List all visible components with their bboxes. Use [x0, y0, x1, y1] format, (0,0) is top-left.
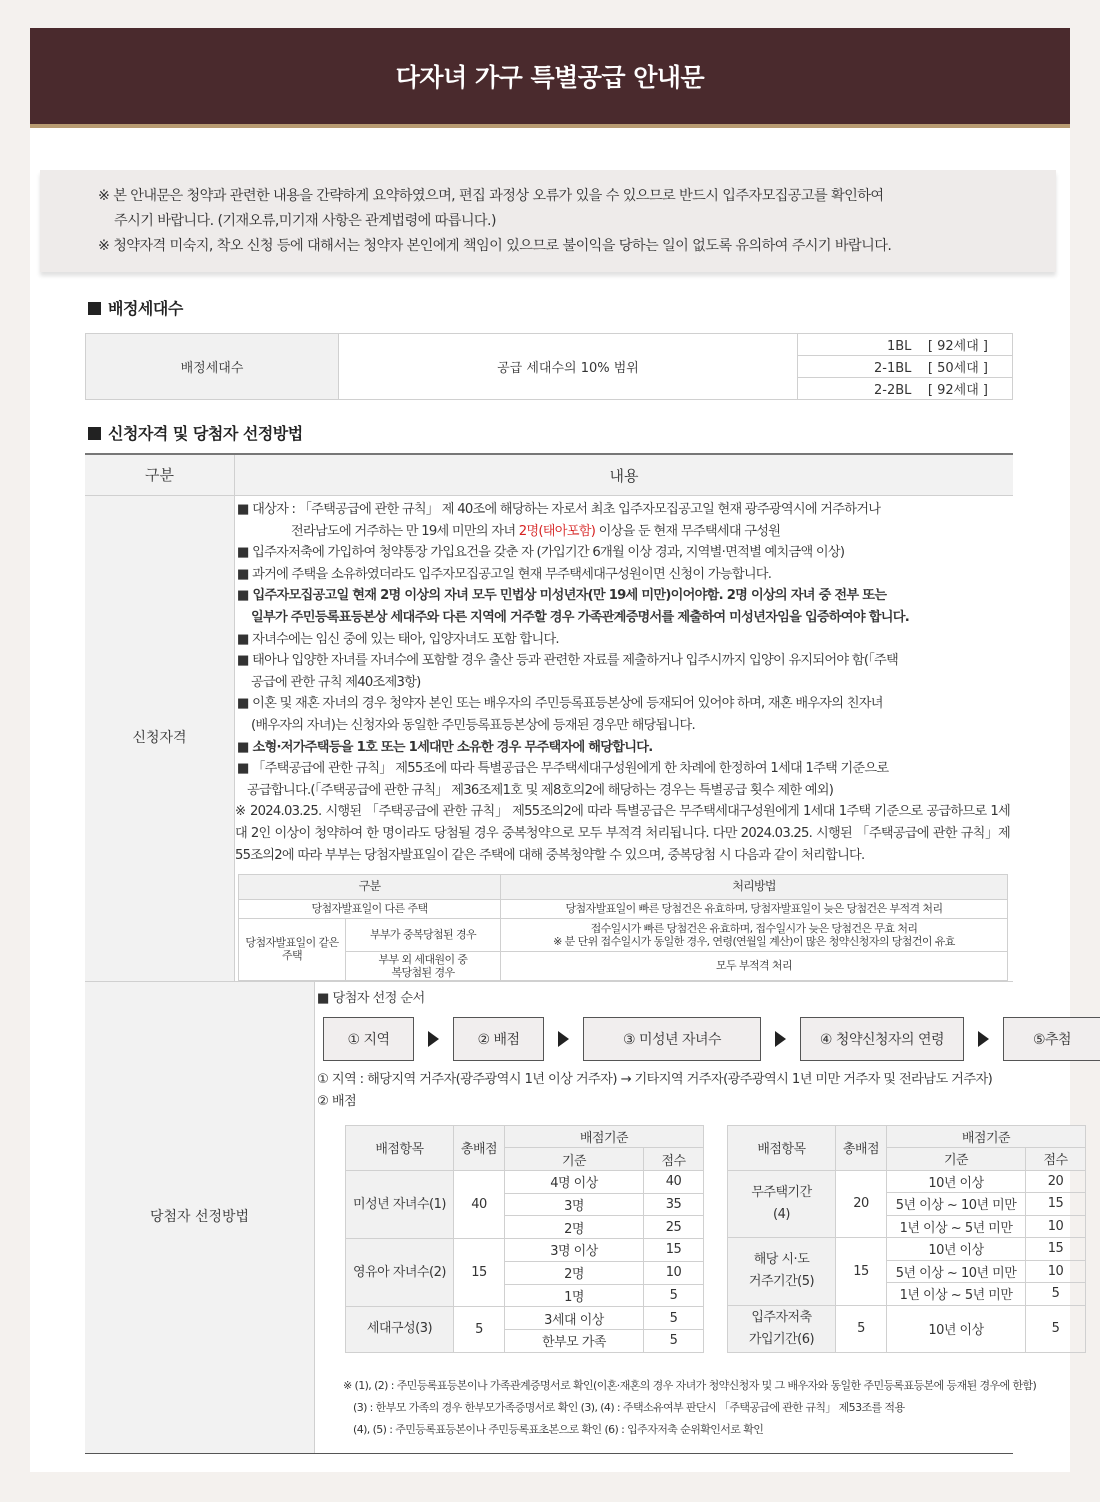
score-item: 미성년 자녀수(1) — [346, 1171, 454, 1239]
dup-cell — [501, 918, 1008, 951]
score-item: 세대구성(3) — [346, 1307, 454, 1353]
elig-note: ※ 2024.03.25. 시행된 「주택공급에 관한 규칙」 제55조의2에 따라 특별공급은 무주택세대구성원에게 1세대 1주택 기준으로 공급하므로 1세대 2인 이상이 청약하여 한 명이라도 당첨될 경우 중복청약으로 모두 부적격 처리됩니다. 다만 2024.03.25. 시행된 「주택공급에 관한 규칙」제55조의2에 따라 부부는 당첨자발표일이 같은 주택에 대해 중복청약할 수 있으며, 중복당첨 시 다음과 같이 처리합니다. — [235, 804, 1010, 863]
score-basis: 한부모 가족 — [505, 1329, 644, 1352]
elig-line: (배우자의 자녀)는 신청자와 동일한 주민등록표등본상에 등재된 경우만 해당됩니다. — [251, 717, 695, 733]
selection-flow — [323, 1017, 1100, 1061]
score-points: 15 — [1026, 1238, 1086, 1261]
footnote-line: ※ (1), (2) : 주민등록표등본이나 가족관계증명서로 확인(이혼·재혼의 경우 자녀가 청약신청자 및 그 배우자와 동일한 주민등록표등본에 등재된 경우에 한함) — [343, 1378, 1037, 1392]
score-basis: 3명 — [505, 1193, 644, 1216]
main-table-header — [85, 455, 1013, 495]
score-basis: 1명 — [505, 1284, 644, 1307]
score-head-criteria: 배점기준 — [887, 1125, 1086, 1148]
score-title: ② 배점 — [317, 1093, 357, 1109]
dup-cell: 부부가 중복당첨된 경우 — [346, 918, 501, 951]
notice-line: ※ 청약자격 미숙지, 착오 신청 등에 대해서는 청약자 본인에게 책임이 있으므로 불이익을 당하는 일이 없도록 유의하여 주시기 바랍니다. — [98, 238, 892, 254]
flow-step-region: ① 지역 — [323, 1017, 414, 1061]
score-head-item: 배점항목 — [346, 1125, 454, 1170]
score-basis: 10년 이상 — [887, 1170, 1026, 1193]
arrow-right-icon — [775, 1031, 786, 1047]
allocation-block: 2-1BL [ 50세대 ] — [798, 356, 1013, 378]
score-footnotes — [343, 1375, 1100, 1441]
score-basis: 10년 이상 — [887, 1305, 1026, 1352]
score-points: 25 — [644, 1216, 704, 1239]
score-head-item: 배점항목 — [728, 1125, 836, 1170]
elig-line: ■ 이혼 및 재혼 자녀의 경우 청약자 본인 또는 배우자의 주민등록표등본상에 등재되어 있어야 하며, 재혼 배우자의 친자녀 — [237, 696, 883, 712]
elig-line — [235, 521, 1013, 543]
score-points: 15 — [1026, 1193, 1086, 1216]
score-basis: 2명 — [505, 1216, 644, 1239]
score-points: 40 — [644, 1171, 704, 1194]
elig-line: ■ 과거에 주택을 소유하였더라도 입주자모집공고일 현재 무주택세대구성원이면 신청이 가능합니다. — [237, 566, 772, 582]
footnote-line: (4), (5) : 주민등록표등본이나 주민등록표초본으로 확인 (6) : 입주자저축 순위확인서로 확인 — [353, 1422, 764, 1436]
eligibility-label: 신청자격 — [85, 496, 235, 981]
selection-title: ■ 당첨자 선정 순서 — [317, 990, 425, 1006]
score-total: 15 — [836, 1238, 887, 1306]
score-basis: 4명 이상 — [505, 1171, 644, 1194]
dup-text: ※ 분 단위 접수일시가 동일한 경우, 연령(연월일 계산)이 많은 청약신청자의 당첨건이 유효 — [553, 934, 955, 948]
arrow-right-icon — [428, 1031, 439, 1047]
score-head-criteria: 배점기준 — [505, 1125, 704, 1148]
score-total: 40 — [454, 1171, 505, 1239]
score-item: 무주택기간(4) — [728, 1170, 836, 1238]
score-total: 15 — [454, 1239, 505, 1307]
dup-header: 구분 — [239, 875, 501, 900]
score-head-basis: 기준 — [887, 1148, 1026, 1171]
score-basis: 3명 이상 — [505, 1239, 644, 1262]
score-total: 5 — [836, 1305, 887, 1352]
score-total: 5 — [454, 1307, 505, 1353]
dup-cell: 당첨자발표일이 빠른 당첨건은 유효하며, 당첨자발표일이 늦은 당첨건은 부적격 처리 — [501, 899, 1008, 918]
score-item: 입주자저축 가입기간(6) — [728, 1305, 836, 1352]
elig-line: ■ 입주자모집공고일 현재 2명 이상의 자녀 모두 민법상 미성년자(만 19세 미만)이어야함. 2명 이상의 자녀 중 전부 또는 — [237, 588, 887, 604]
score-table-right — [727, 1125, 1086, 1353]
score-basis: 3세대 이상 — [505, 1307, 644, 1330]
score-head-points: 점수 — [644, 1148, 704, 1171]
score-basis: 5년 이상 ~ 10년 미만 — [887, 1193, 1026, 1216]
footnote-line: (3) : 한부모 가족의 경우 한부모가족증명서로 확인 (3), (4) : 주택소유여부 판단시 「주택공급에 관한 규칙」 제53조를 적용 — [353, 1400, 905, 1414]
allocation-block: 2-2BL [ 92세대 ] — [798, 378, 1013, 400]
header-category: 구분 — [85, 455, 235, 495]
elig-line: ■ 자녀수에는 임신 중에 있는 태아, 입양자녀도 포함 합니다. — [237, 631, 559, 647]
score-table-left — [345, 1125, 704, 1353]
selection-label: 당첨자 선정방법 — [85, 982, 315, 1453]
elig-line: 공급합니다.(「주택공급에 관한 규칙」 제36조제1호 및 제8호의2에 해당하는 경우는 특별공급 횟수 제한 예외) — [247, 782, 834, 798]
score-head-basis: 기준 — [505, 1148, 644, 1171]
page — [30, 28, 1070, 1472]
elig-line: ■ 태아나 입양한 자녀를 자녀수에 포함할 경우 출산 등과 관련한 자료를 제출하거나 입주시까지 입양이 유지되어야 함(「주택 — [237, 653, 899, 669]
score-points: 5 — [644, 1329, 704, 1352]
score-basis: 1년 이상 ~ 5년 미만 — [887, 1283, 1026, 1306]
flow-step-children: ③ 미성년 자녀수 — [583, 1017, 761, 1061]
header-content: 내용 — [609, 466, 639, 485]
dup-header: 처리방법 — [501, 875, 1008, 900]
score-item: 해당 시·도 거주기간(5) — [728, 1238, 836, 1306]
score-basis: 1년 이상 ~ 5년 미만 — [887, 1215, 1026, 1238]
flow-step-age: ④ 청약신청자의 연령 — [800, 1017, 964, 1061]
duplicate-win-table — [238, 874, 1008, 981]
score-item: 영유아 자녀수(2) — [346, 1239, 454, 1307]
page-title: 다자녀 가구 특별공급 안내문 — [395, 63, 705, 92]
score-points: 15 — [644, 1239, 704, 1262]
flow-step-lottery: ⑤추첨 — [1003, 1017, 1100, 1061]
score-points: 10 — [1026, 1260, 1086, 1283]
dup-cell: 당첨자발표일이 다른 주택 — [239, 899, 501, 918]
score-tables — [345, 1125, 1100, 1353]
score-points: 20 — [1026, 1170, 1086, 1193]
elig-line: ■ 소형·저가주택등을 1호 또는 1세대만 소유한 경우 무주택자에 해당합니다. — [237, 739, 653, 755]
notice-line: 주시기 바랍니다. (기재오류,미기재 사항은 관계법령에 따릅니다.) — [114, 213, 496, 229]
main-table — [85, 453, 1072, 1454]
arrow-right-icon — [978, 1031, 989, 1047]
score-points: 10 — [1026, 1215, 1086, 1238]
allocation-label: 배정세대수 — [86, 334, 339, 400]
score-points: 35 — [644, 1193, 704, 1216]
elig-text: 이상을 둔 현재 무주택세대 구성원 — [595, 523, 781, 539]
region-text: ① 지역 : 해당지역 거주자(광주광역시 1년 이상 거주자) → 기타지역 거주자(광주광역시 1년 미만 거주자 및 전라남도 거주자) — [317, 1071, 993, 1087]
score-basis: 5년 이상 ~ 10년 미만 — [887, 1260, 1026, 1283]
header-banner — [30, 28, 1070, 128]
score-points: 5 — [1026, 1305, 1086, 1352]
score-basis: 2명 — [505, 1261, 644, 1284]
score-points: 5 — [644, 1284, 704, 1307]
score-points: 5 — [1026, 1283, 1086, 1306]
score-points: 5 — [644, 1307, 704, 1330]
score-head-total: 총배점 — [454, 1125, 505, 1170]
allocation-table — [85, 333, 1013, 400]
dup-cell: 모두 부적격 처리 — [501, 951, 1008, 980]
elig-line: 일부가 주민등록표등본상 세대주와 다른 지역에 거주할 경우 가족관계증명서를 제출하여 미성년자임을 입증하여야 합니다. — [251, 609, 909, 625]
elig-highlight: 2명(태아포함) — [518, 523, 596, 539]
section-title-allocation: 배정세대수 — [88, 296, 183, 319]
score-head-points: 점수 — [1026, 1148, 1086, 1171]
selection-row — [85, 981, 1072, 1453]
flow-step-score: ② 배점 — [453, 1017, 544, 1061]
section-title-eligibility: 신청자격 및 당첨자 선정방법 — [88, 421, 303, 444]
elig-line: ■ 입주자저축에 가입하여 청약통장 가입요건을 갖춘 자 (가입기간 6개월 이상 경과, 지역별·면적별 예치금액 이상) — [237, 545, 845, 561]
score-basis: 10년 이상 — [887, 1238, 1026, 1261]
dup-cell: 부부 외 세대원이 중복당첨된 경우 — [346, 951, 501, 980]
eligibility-content — [235, 496, 1013, 981]
elig-line: ■ 「주택공급에 관한 규칙」 제55조에 따라 특별공급은 무주택세대구성원에게 한 차례에 한정하여 1세대 1주택 기준으로 — [237, 761, 889, 777]
score-points: 10 — [644, 1261, 704, 1284]
eligibility-row — [85, 495, 1013, 981]
score-head-total: 총배점 — [836, 1125, 887, 1170]
notice-line: ※ 본 안내문은 청약과 관련한 내용을 간략하게 요약하였으며, 편집 과정상 오류가 있을 수 있으므로 반드시 입주자모집공고를 확인하여 — [98, 188, 884, 204]
selection-content — [315, 982, 1100, 1453]
elig-line: 공급에 관한 규칙 제40조제3항) — [251, 674, 421, 690]
arrow-right-icon — [558, 1031, 569, 1047]
dup-text: 접수일시가 빠른 당첨건은 유효하며, 접수일시가 늦은 당첨건은 무효 처리 — [590, 921, 918, 935]
elig-text: 전라남도에 거주하는 만 19세 미만의 자녀 — [291, 523, 519, 539]
notice-box — [40, 170, 1056, 272]
allocation-desc: 공급 세대수의 10% 범위 — [339, 334, 798, 400]
dup-cell: 당첨자발표일이 같은 주택 — [239, 918, 346, 980]
allocation-block: 1BL [ 92세대 ] — [798, 334, 1013, 356]
elig-line: ■ 대상자 : 「주택공급에 관한 규칙」 제 40조에 해당하는 자로서 최초 입주자모집공고일 현재 광주광역시에 거주하거나 — [237, 502, 881, 517]
score-total: 20 — [836, 1170, 887, 1238]
